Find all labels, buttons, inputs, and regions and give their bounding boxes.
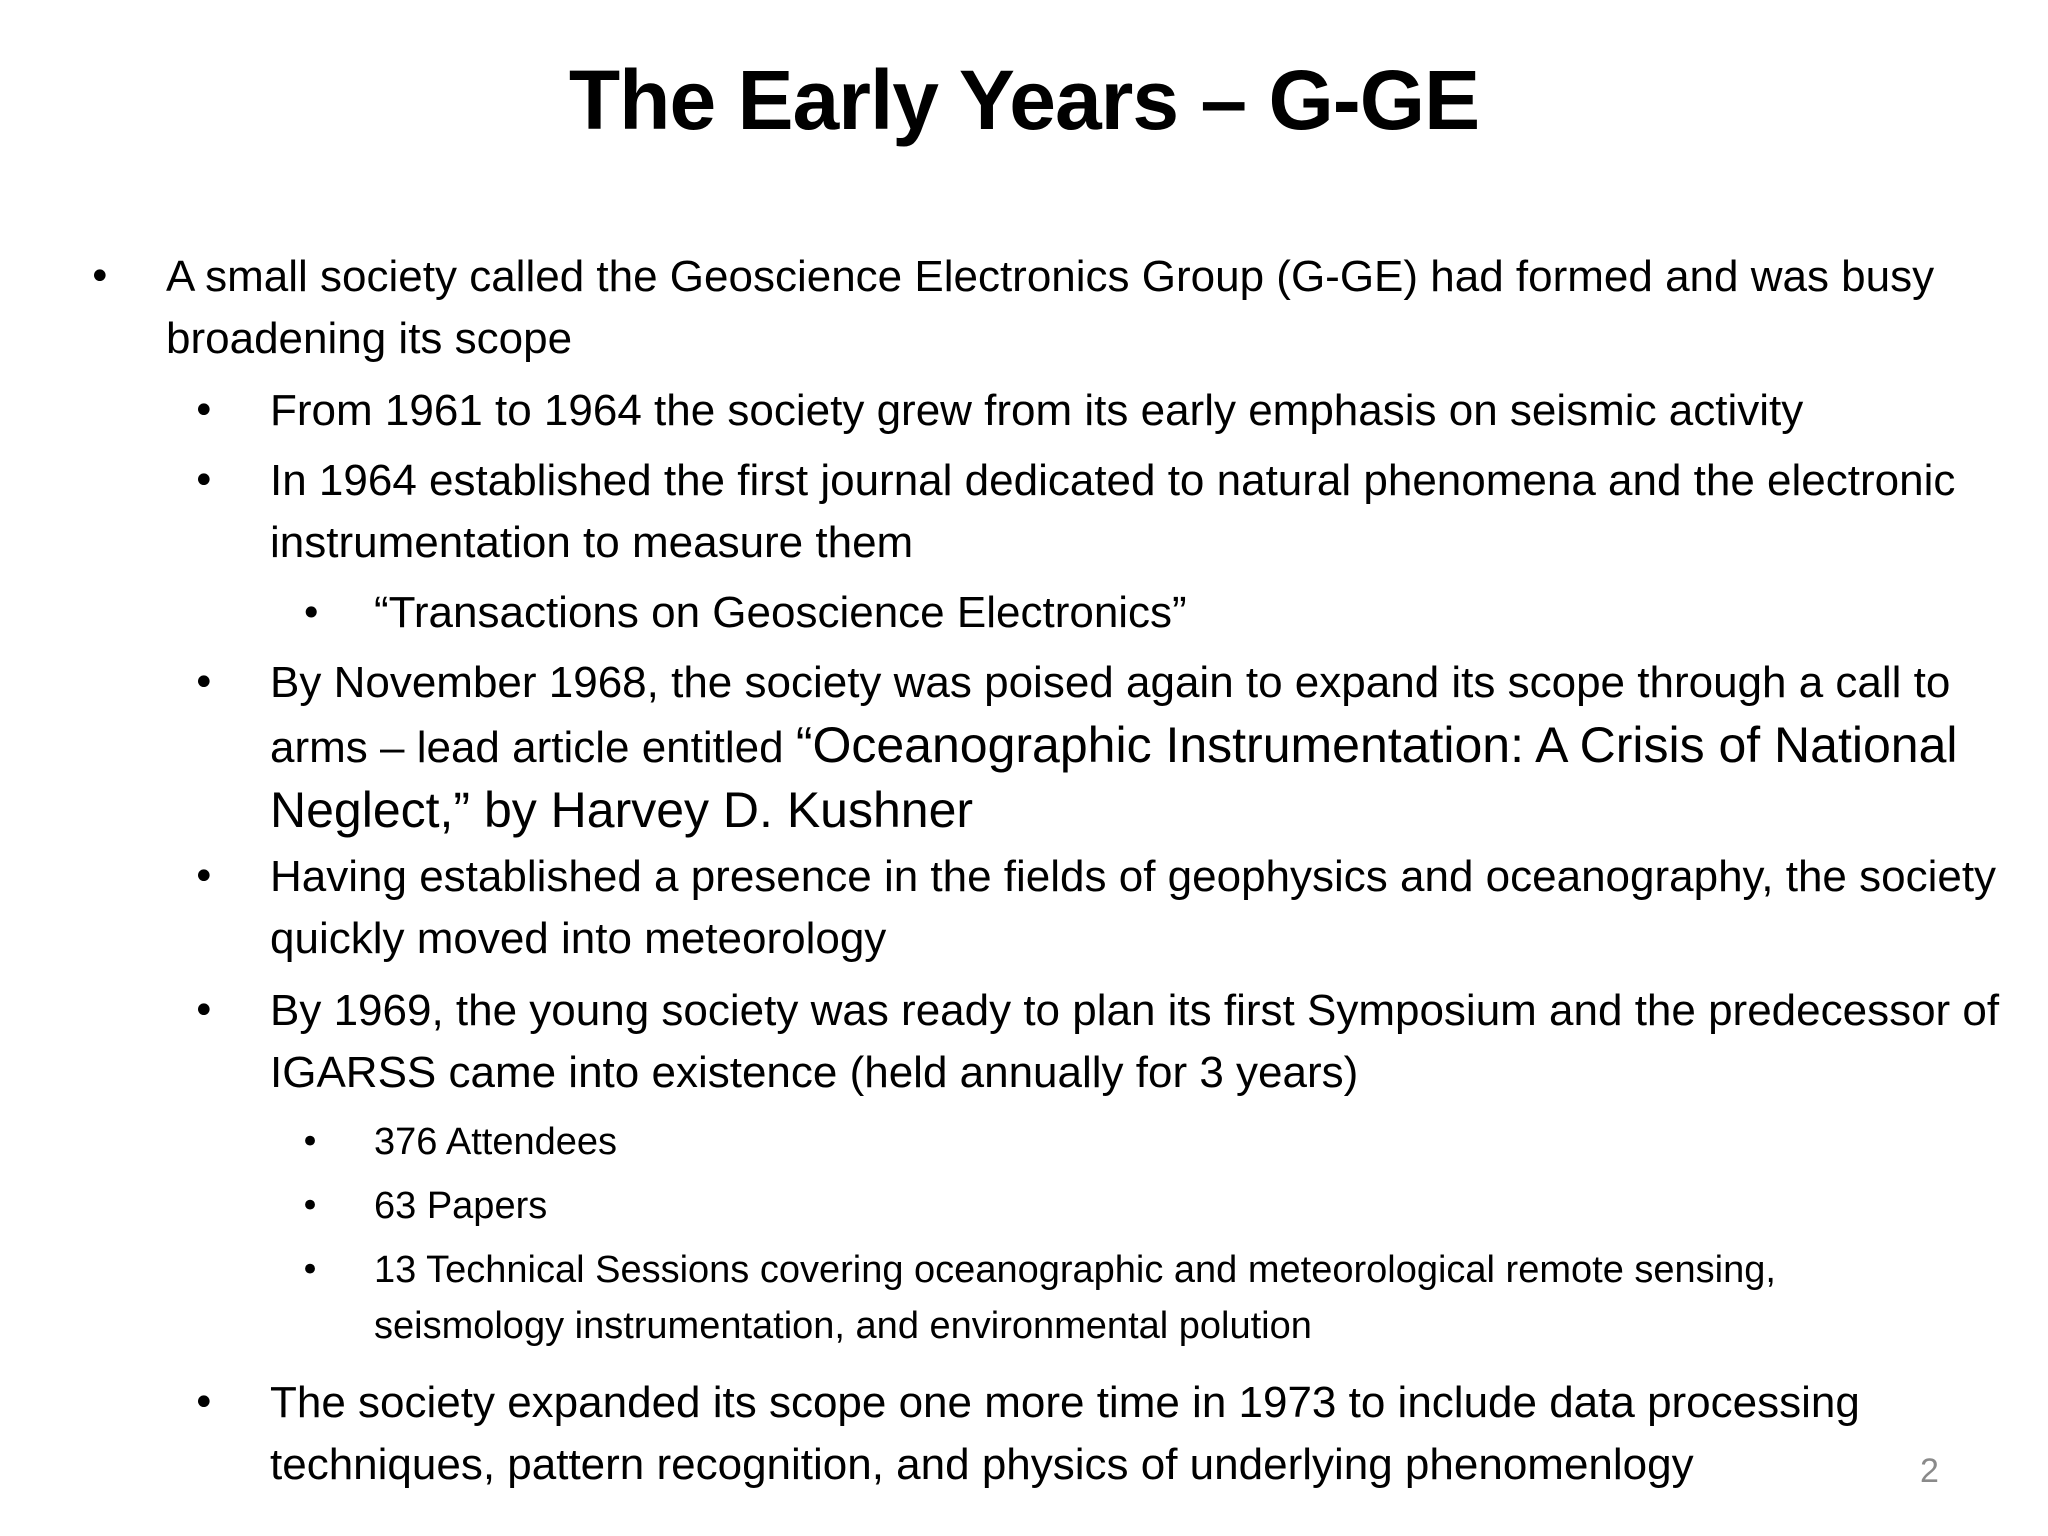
bullet-text: 376 Attendees: [374, 1121, 617, 1163]
bullet-1964-journal: [192, 450, 2030, 574]
bullet-dot: •: [88, 254, 112, 300]
bullet-dot: •: [300, 1122, 321, 1162]
bullet-1969-symposium: [192, 980, 2030, 1104]
bullet-papers: [300, 1178, 1934, 1234]
bullet-1961-1964: [192, 380, 2030, 442]
bullet-text-prefix: By November 1968, the society was poised again to expand its scope through a call to arms – lead article entitled: [270, 658, 1951, 772]
bullet-technical-sessions: [300, 1242, 1934, 1354]
bullet-dot: •: [192, 458, 216, 504]
bullet-dot: •: [192, 660, 216, 706]
bullet-dot: •: [300, 1250, 321, 1290]
article-citation: “Oceanographic Instrumentation: A Crisis of National Neglect,” by Harvey D. Kushner: [270, 717, 1958, 838]
bullet-text: In 1964 established the first journal dedicated to natural phenomena and the electronic instrumentation to measure them: [270, 456, 1956, 567]
bullet-1973-expansion: [192, 1372, 2030, 1496]
bullet-dot: •: [192, 988, 216, 1034]
bullet-attendees: [300, 1114, 1934, 1170]
bullet-text: 13 Technical Sessions covering oceanographic and meteorological remote sensing, seismology instrumentation, and environmental polution: [374, 1249, 1776, 1347]
bullet-text: 63 Papers: [374, 1185, 548, 1227]
bullet-dot: •: [192, 854, 216, 900]
bullet-text: From 1961 to 1964 the society grew from its early emphasis on seismic activity: [270, 386, 1804, 435]
bullet-dot: •: [300, 1186, 321, 1226]
bullet-text: “Transactions on Geoscience Electronics”: [374, 588, 1187, 637]
bullet-dot: •: [300, 591, 323, 635]
bullet-text: [270, 652, 2030, 844]
bullet-transactions: [300, 582, 1934, 644]
bullet-text: A small society called the Geoscience Electronics Group (G-GE) had formed and was busy broadening its scope: [166, 252, 1935, 363]
bullet-dot: •: [192, 388, 216, 434]
bullet-meteorology: [192, 846, 2030, 970]
bullet-text: By 1969, the young society was ready to plan its first Symposium and the predecessor of IGARSS came into existence (held annually for 3 years): [270, 986, 2000, 1097]
slide-title: The Early Years – G-GE: [568, 53, 1480, 147]
bullet-geoscience-group: [88, 246, 1966, 370]
bullet-text: The society expanded its scope one more time in 1973 to include data processing techniques, pattern recognition, and physics of underlying phenomenlogy: [270, 1378, 1860, 1489]
bullet-november-1968: [192, 652, 2030, 844]
bullet-text: Having established a presence in the fields of geophysics and oceanography, the society quickly moved into meteorology: [270, 852, 1997, 963]
page-number: 2: [1920, 1452, 1939, 1490]
bullet-dot: •: [192, 1380, 216, 1426]
